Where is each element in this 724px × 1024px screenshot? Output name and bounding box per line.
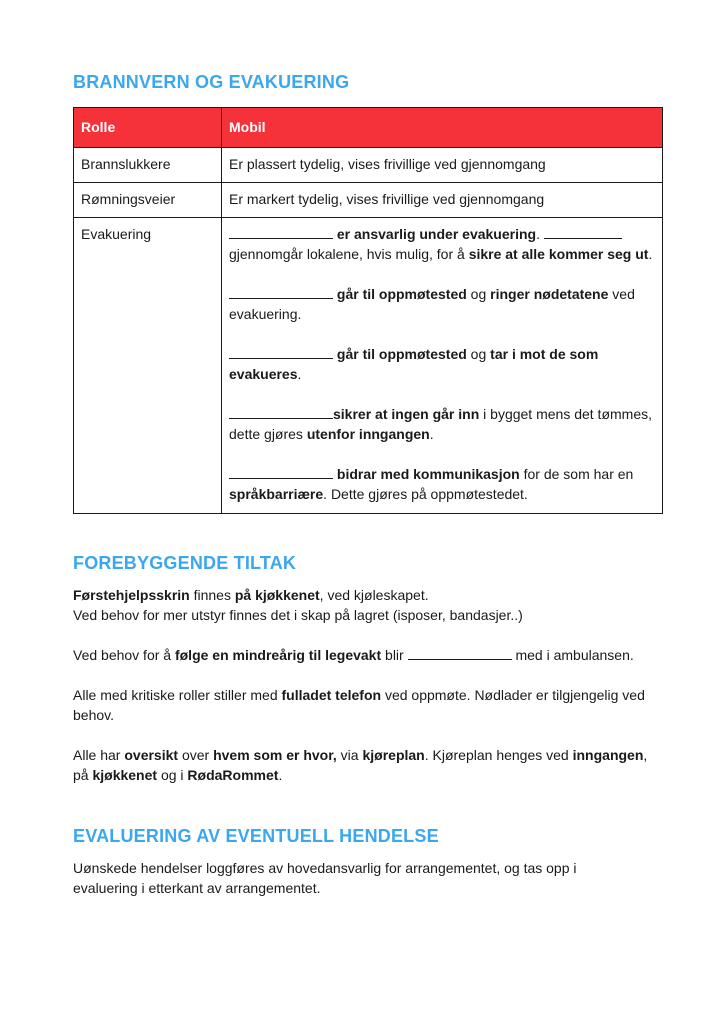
blank-line (229, 404, 333, 419)
blank-line (229, 224, 333, 239)
blank-line (408, 645, 512, 660)
role-cell: Evakuering (74, 218, 222, 514)
blank-line (229, 284, 333, 299)
table-row (74, 183, 663, 218)
table-row (74, 148, 663, 183)
table-header-row (74, 108, 663, 148)
blank-line (544, 224, 622, 239)
evac-duty-call: går til oppmøtested og ringer nødetatene ved evakuering. (229, 286, 635, 322)
evac-duty-entrance: sikrer at ingen går inn i bygget mens det tømmes, dette gjøres utenfor inngangen. (229, 406, 652, 442)
blank-line (229, 344, 333, 359)
role-cell: Rømningsveier (74, 183, 222, 218)
roles-table (73, 107, 663, 514)
minor-escort-paragraph: Ved behov for å følge en mindreårig til legevakt blir med i ambulansen. (73, 647, 634, 663)
section-heading-evaluation: EVALUERING AV EVENTUELL HENDELSE (73, 826, 439, 846)
prevention-body (73, 585, 653, 785)
description-cell: Er markert tydelig, vises frivillige ved gjennomgang (222, 183, 663, 218)
role-cell: Brannslukkere (74, 148, 222, 183)
section-heading-prevention: FOREBYGGENDE TILTAK (73, 553, 297, 573)
evac-duty-responsible: er ansvarlig under evakuering. gjennomgår lokalene, hvis mulig, for å sikre at alle kommer seg ut. (229, 226, 653, 262)
overview-paragraph: Alle har oversikt over hvem som er hvor, via kjøreplan. Kjøreplan henges ved inngangen, på kjøkkenet og i RødaRommet. (73, 747, 648, 783)
evacuation-duties-cell (222, 218, 663, 514)
description-cell: Er plassert tydelig, vises frivillige ved gjennomgang (222, 148, 663, 183)
first-aid-paragraph: Førstehjelpsskrin finnes på kjøkkenet, ved kjøleskapet. Ved behov for mer utstyr finnes det i skap på lagret (isposer, bandasjer..) (73, 587, 523, 623)
evac-duty-receive: går til oppmøtested og tar i mot de som evakueres. (229, 346, 599, 382)
blank-line (229, 464, 333, 479)
section-heading-fire: BRANNVERN OG EVAKUERING (73, 72, 350, 92)
evaluation-paragraph: Uønskede hendelser loggføres av hovedansvarlig for arrangementet, og tas opp i evaluering i etterkant av arrangementet. (73, 860, 577, 896)
header-mobile: Mobil (222, 108, 663, 148)
evac-duty-communication: bidrar med kommunikasjon for de som har en språkbarriære. Dette gjøres på oppmøtestedet. (229, 466, 634, 502)
table-row (74, 218, 663, 514)
header-role: Rolle (74, 108, 222, 148)
phone-paragraph: Alle med kritiske roller stiller med fulladet telefon ved oppmøte. Nødlader er tilgjengelig ved behov. (73, 687, 645, 723)
